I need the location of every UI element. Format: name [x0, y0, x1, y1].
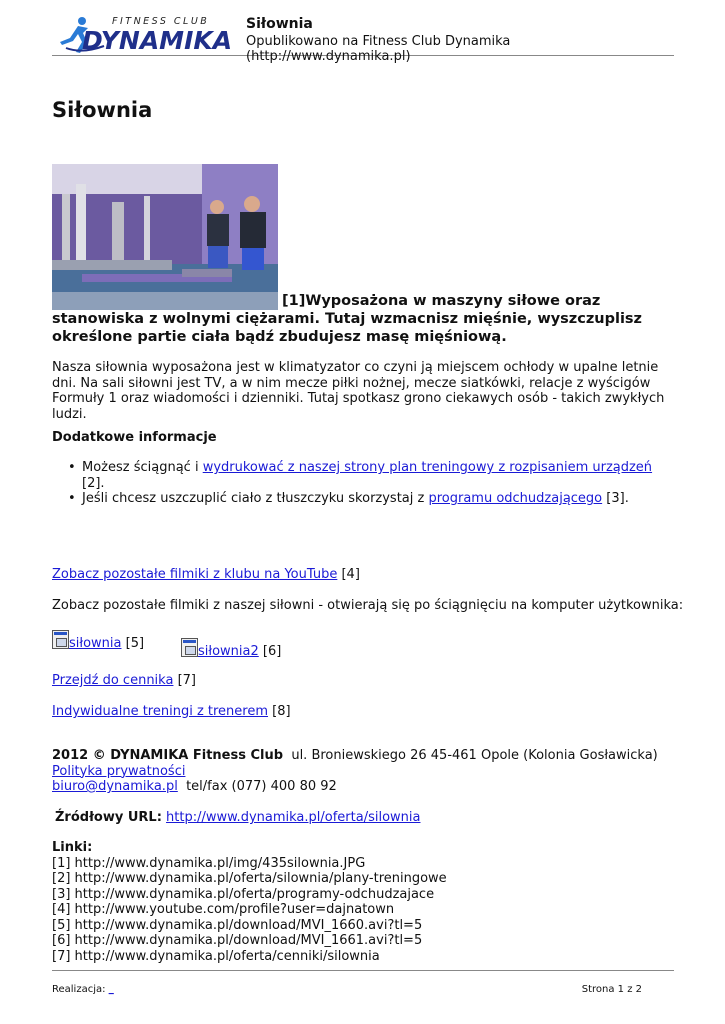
description-paragraph: Nasza siłownia wyposażona jest w klimatyzator co czyni ją miejscem ochłody w upalne letnie dni. Na sali siłowni jest TV, a w nim mecze piłki nożnej, mecze siatkówki, relacje z wyścigów Formuły 1 oraz wiadomości i dzienniki. Tutaj spotkasz grono ciekawych osób - takich zwykłych ludzi.: [52, 360, 665, 422]
link-ref: [1] http://www.dynamika.pl/img/435silownia.JPG: [52, 855, 366, 871]
download-link-2[interactable]: siłownia2: [198, 644, 259, 659]
films-text: Zobacz pozostałe filmiki z naszej siłowni - otwierają się po ściągnięciu na komputer użytkownika:: [52, 598, 684, 613]
training-line: Indywidualne treningi z trenerem [8]: [52, 704, 291, 719]
page-number: Strona 1 z 2: [581, 984, 642, 995]
training-plan-link[interactable]: wydrukować z naszej strony plan treningowy z rozpisaniem urządzeń: [202, 460, 653, 475]
lead-text: [1]Wyposażona w maszyny siłowe oraz stanowiska z wolnymi ciężarami. Tutaj wzmacnisz mięśnie, wyszczuplisz określone partie ciała bądź zbudujesz masę mięśniową.: [52, 293, 642, 345]
page-header: [52, 14, 674, 64]
list-item: • Jeśli chcesz uszczuplić ciało z tłuszczyku skorzystaj z programu odchudzającego [3].: [68, 491, 668, 507]
dynamika-logo[interactable]: [52, 16, 234, 54]
header-title: Siłownia: [246, 16, 313, 32]
pricing-line: Przejdź do cennika [7]: [52, 673, 196, 688]
realizacja: Realizacja: _: [52, 984, 114, 995]
page-footer: [52, 970, 674, 1000]
link-ref: [2] http://www.dynamika.pl/oferta/silownia/plany-treningowe: [52, 871, 447, 886]
page-title: Siłownia: [52, 98, 153, 122]
youtube-link[interactable]: Zobacz pozostałe filmiki z klubu na YouTube: [52, 567, 338, 582]
info-list: [68, 460, 668, 507]
youtube-line: Zobacz pozostałe filmiki z klubu na YouTube [4]: [52, 567, 360, 582]
phone: tel/fax (077) 400 80 92: [186, 779, 337, 794]
slimming-program-link[interactable]: programu odchudzającego: [428, 491, 603, 506]
gym-photo: [52, 164, 278, 310]
link-ref: [7] http://www.dynamika.pl/oferta/cenniki/silownia: [52, 948, 380, 964]
download-link-1[interactable]: siłownia: [69, 636, 122, 651]
download-item-2: siłownia2 [6]: [181, 638, 281, 659]
links-list: [52, 840, 447, 964]
logo-wordmark: DYNAMIKA: [82, 26, 233, 55]
link-ref: [3] http://www.dynamika.pl/oferta/programy-odchudzajace: [52, 886, 435, 902]
personal-training-link[interactable]: Indywidualne treningi z trenerem: [52, 704, 269, 719]
link-ref: [4] http://www.youtube.com/profile?user=dajnatown: [52, 902, 395, 917]
download-item-1: siłownia [5]: [52, 630, 144, 651]
privacy-link[interactable]: Polityka prywatności: [52, 763, 186, 779]
list-item: • Możesz ściągnąć i wydrukować z naszej strony plan treningowy z rozpisaniem urządzeń [2].: [68, 460, 668, 491]
pricing-link[interactable]: Przejdź do cennika: [52, 673, 174, 688]
video-file-icon[interactable]: [181, 638, 198, 657]
video-file-icon[interactable]: [52, 630, 69, 649]
header-published: Opublikowano na Fitness Club Dynamika (http://www.dynamika.pl): [246, 34, 511, 64]
link-ref: [5] http://www.dynamika.pl/download/MVI_1660.avi?tl=5: [52, 917, 423, 933]
link-ref: [6] http://www.dynamika.pl/download/MVI_1661.avi?tl=5: [52, 933, 423, 948]
realizacja-link[interactable]: _: [108, 984, 114, 995]
source-url: Źródłowy URL: http://www.dynamika.pl/oferta/silownia: [55, 810, 421, 825]
copyright: 2012 © DYNAMIKA Fitness Club: [52, 748, 284, 763]
address: ul. Broniewskiego 26 45-461 Opole (Kolonia Gosławicka): [291, 748, 658, 763]
email-link[interactable]: biuro@dynamika.pl: [52, 779, 178, 794]
links-heading: Linki:: [52, 840, 93, 855]
site-footer: [52, 748, 658, 795]
info-heading: Dodatkowe informacje: [52, 430, 217, 445]
source-url-link[interactable]: http://www.dynamika.pl/oferta/silownia: [166, 810, 421, 825]
logo-tagline: FITNESS CLUB: [112, 16, 210, 27]
